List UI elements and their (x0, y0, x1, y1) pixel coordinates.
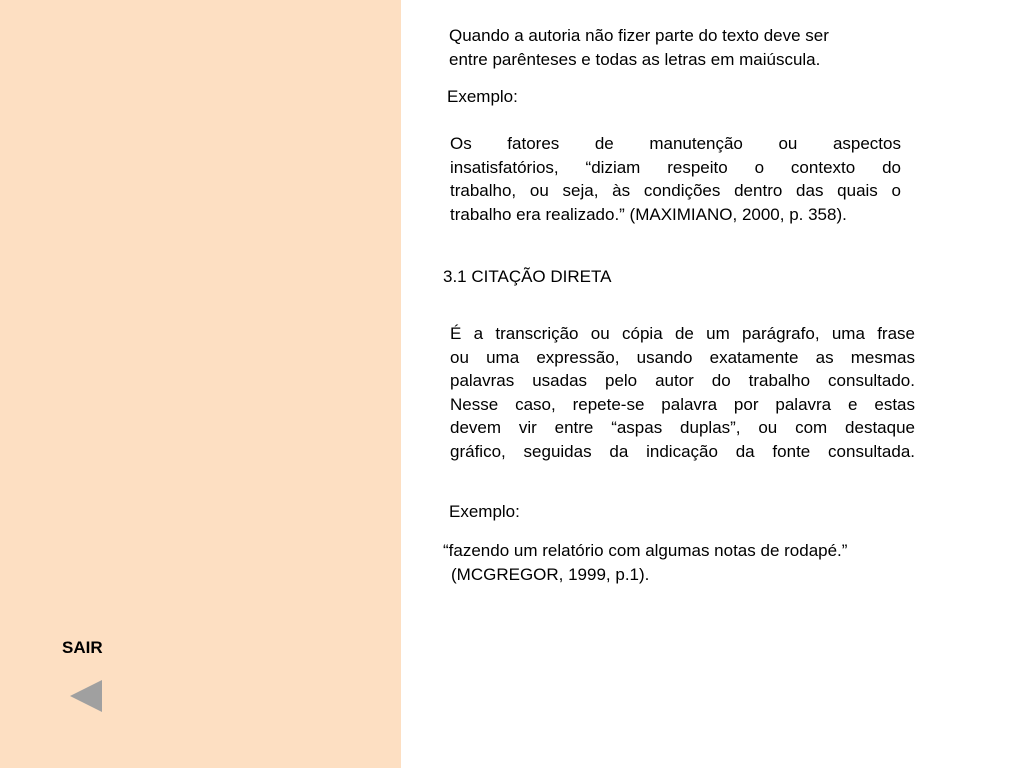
definition-line: Nesse caso, repete-se palavra por palavra e estas (450, 394, 915, 414)
definition-line: ou uma expressão, usando exatamente as mesmas (450, 347, 915, 367)
quote-line: trabalho era realizado.” (MAXIMIANO, 2000, p. 358). (450, 204, 847, 224)
intro-paragraph (449, 24, 909, 71)
example-label-2: Exemplo: (449, 502, 520, 521)
intro-line: entre parênteses e todas as letras em maiúscula. (449, 49, 821, 69)
exit-button[interactable]: SAIR (62, 638, 103, 657)
quote-line: (MCGREGOR, 1999, p.1). (451, 564, 650, 584)
example-label-1: Exemplo: (447, 87, 518, 106)
quote-line: insatisfatórios, “diziam respeito o contexto do (450, 157, 901, 177)
section-heading: 3.1 CITAÇÃO DIRETA (443, 267, 612, 286)
intro-line: Quando a autoria não fizer parte do texto deve ser (449, 26, 829, 45)
quote-line: trabalho, ou seja, às condições dentro das quais o (450, 181, 901, 200)
quote-block-1 (450, 132, 901, 226)
definition-paragraph (450, 322, 915, 463)
definition-line: devem vir entre “aspas duplas”, ou com destaque (450, 418, 915, 437)
definition-line: palavras usadas pelo autor do trabalho consultado. (450, 371, 915, 390)
definition-line: É a transcrição ou cópia de um parágrafo, uma frase (450, 324, 915, 343)
quote-line: “fazendo um relatório com algumas notas de rodapé.” (443, 541, 848, 560)
quote-line: Os fatores de manutenção ou aspectos (450, 134, 901, 153)
quote-block-2 (443, 539, 923, 586)
definition-line: gráfico, seguidas da indicação da fonte consultada. (450, 441, 915, 461)
